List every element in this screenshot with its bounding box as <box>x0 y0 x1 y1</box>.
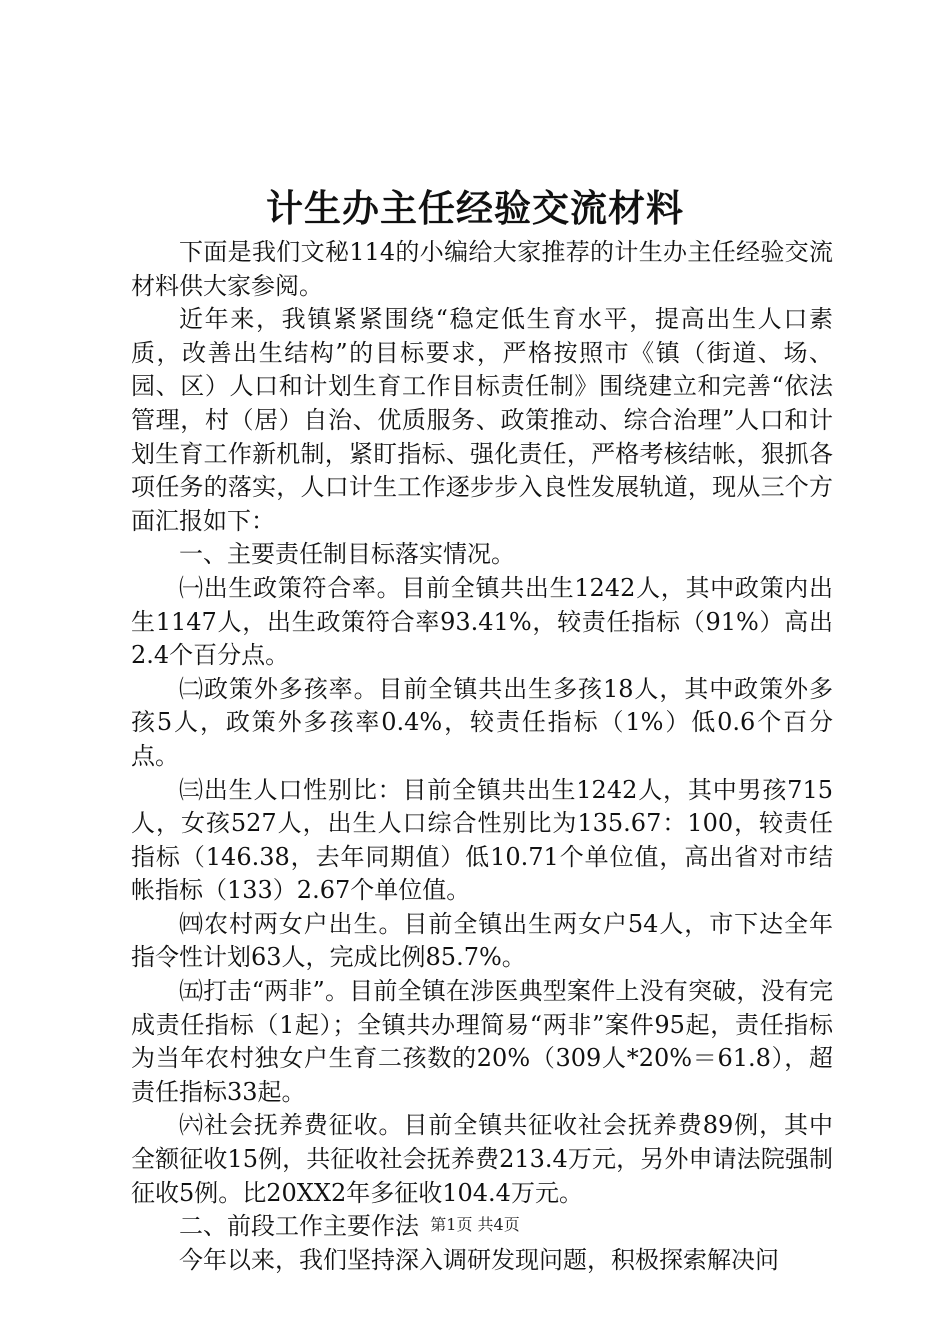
paragraph-item-5: ㈤打击“两非”。目前全镇在涉医典型案件上没有突破，没有完成责任指标（1起）；全镇共办理简易“两非”案件95起，责任指标为当年农村独女户生育二孩数的20%（309人*20%＝61.8），超责任指标33起。 <box>131 977 833 1106</box>
paragraph-overview: 近年来，我镇紧紧围绕“稳定低生育水平，提高出生人口素质，改善出生结构”的目标要求，严格按照市《镇（街道、场、园、区）人口和计划生育工作目标责任制》围绕建立和完善“依法管理，村（居）自治、优质服务、政策推动、综合治理”人口和计划生育工作新机制，紧盯指标、强化责任，严格考核结帐，狠抓各项任务的落实，人口计生工作逐步步入良性发展轨道，现从三个方面汇报如下： <box>131 305 833 535</box>
paragraph-item-6: ㈥社会抚养费征收。目前全镇共征收社会抚养费89例，其中全额征收15例，共征收社会抚养费213.4万元，另外申请法院强制征收5例。比20XX2年多征收104.4万元。 <box>131 1111 833 1207</box>
paragraph-item-1: ㈠出生政策符合率。目前全镇共出生1242人，其中政策内出生1147人，出生政策符合率93.41%，较责任指标（91%）高出2.4个百分点。 <box>131 573 833 670</box>
section-heading-2: 二、前段工作主要作法 <box>179 1212 419 1241</box>
section-heading-1: 一、主要责任制目标落实情况。 <box>179 540 515 569</box>
paragraph-item-3: ㈢出生人口性别比：目前全镇共出生1242人，其中男孩715人，女孩527人，出生人口综合性别比为135.67：100，较责任指标（146.38，去年同期值）低10.71个单位值，高出省对市结帐指标（133）2.67个单位值。 <box>131 775 833 905</box>
page-number-footer: 第1页 共4页 <box>430 1215 520 1234</box>
document-body <box>131 236 833 1277</box>
paragraph-item-4: ㈣农村两女户出生。目前全镇出生两女户54人，市下达全年指令性计划63人，完成比例85.7%。 <box>131 909 833 972</box>
document-title: 计生办主任经验交流材料 <box>266 186 684 230</box>
paragraph-item-2: ㈡政策外多孩率。目前全镇共出生多孩18人，其中政策外多孩5人，政策外多孩率0.4%，较责任指标（1%）低0.6个百分点。 <box>131 674 833 770</box>
paragraph-section-2: 今年以来，我们坚持深入调研发现问题，积极探索解决问 <box>179 1245 779 1274</box>
paragraph-intro: 下面是我们文秘114的小编给大家推荐的计生办主任经验交流材料供大家参阅。 <box>131 238 833 300</box>
